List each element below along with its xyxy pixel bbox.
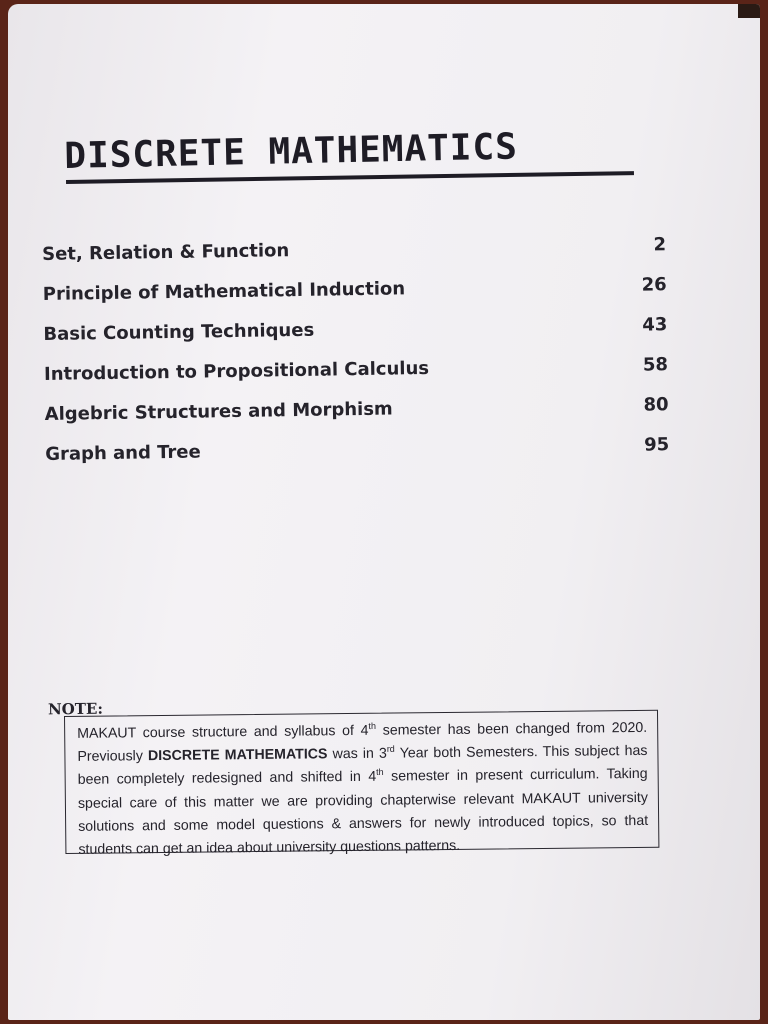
note-text: Year both Semesters. This subject has been completely redesigned and shifted in 4 xyxy=(77,743,648,789)
table-of-contents xyxy=(42,234,670,484)
toc-entry-title: Introduction to Propositional Calculus xyxy=(43,357,430,385)
toc-entry-title: Principle of Mathematical Induction xyxy=(42,278,406,305)
toc-entry-title: Set, Relation & Function xyxy=(42,240,290,265)
toc-entry-page: 43 xyxy=(642,314,668,336)
note-text: was in 3 xyxy=(327,745,387,763)
toc-entry xyxy=(45,434,670,484)
toc-entry-page: 95 xyxy=(644,434,670,456)
toc-entry-title: Algebric Structures and Morphism xyxy=(44,398,393,425)
note-box xyxy=(64,710,659,858)
toc-entry-page: 58 xyxy=(642,354,669,376)
note-bold-subject: DISCRETE MATHEMATICS xyxy=(147,746,328,765)
toc-entry-title: Graph and Tree xyxy=(45,441,201,465)
toc-entry-page: 80 xyxy=(643,394,669,416)
page-title: DISCRETE MATHEMATICS xyxy=(64,126,519,177)
note-superscript: th xyxy=(368,720,377,732)
note-text: semester has been changed from 2020. Previously xyxy=(77,719,648,766)
note-superscript: th xyxy=(376,767,384,778)
book-page xyxy=(8,4,760,1020)
page-corner-shadow xyxy=(738,4,760,18)
note-superscript: rd xyxy=(386,744,395,755)
note-text: semester in present curriculum. Taking special care of this matter we are providing chapterwise relevant MAKAUT university solutions and some model questions & answers for newly introduced topics, so that students can get an idea about university questions patterns. xyxy=(77,766,649,858)
note-text: MAKAUT course structure and syllabus of 4 xyxy=(77,722,369,742)
note-label: NOTE: xyxy=(47,699,104,719)
toc-entry-page: 26 xyxy=(641,274,667,296)
toc-entry-page: 2 xyxy=(653,234,667,256)
toc-entry-title: Basic Counting Techniques xyxy=(43,319,315,345)
